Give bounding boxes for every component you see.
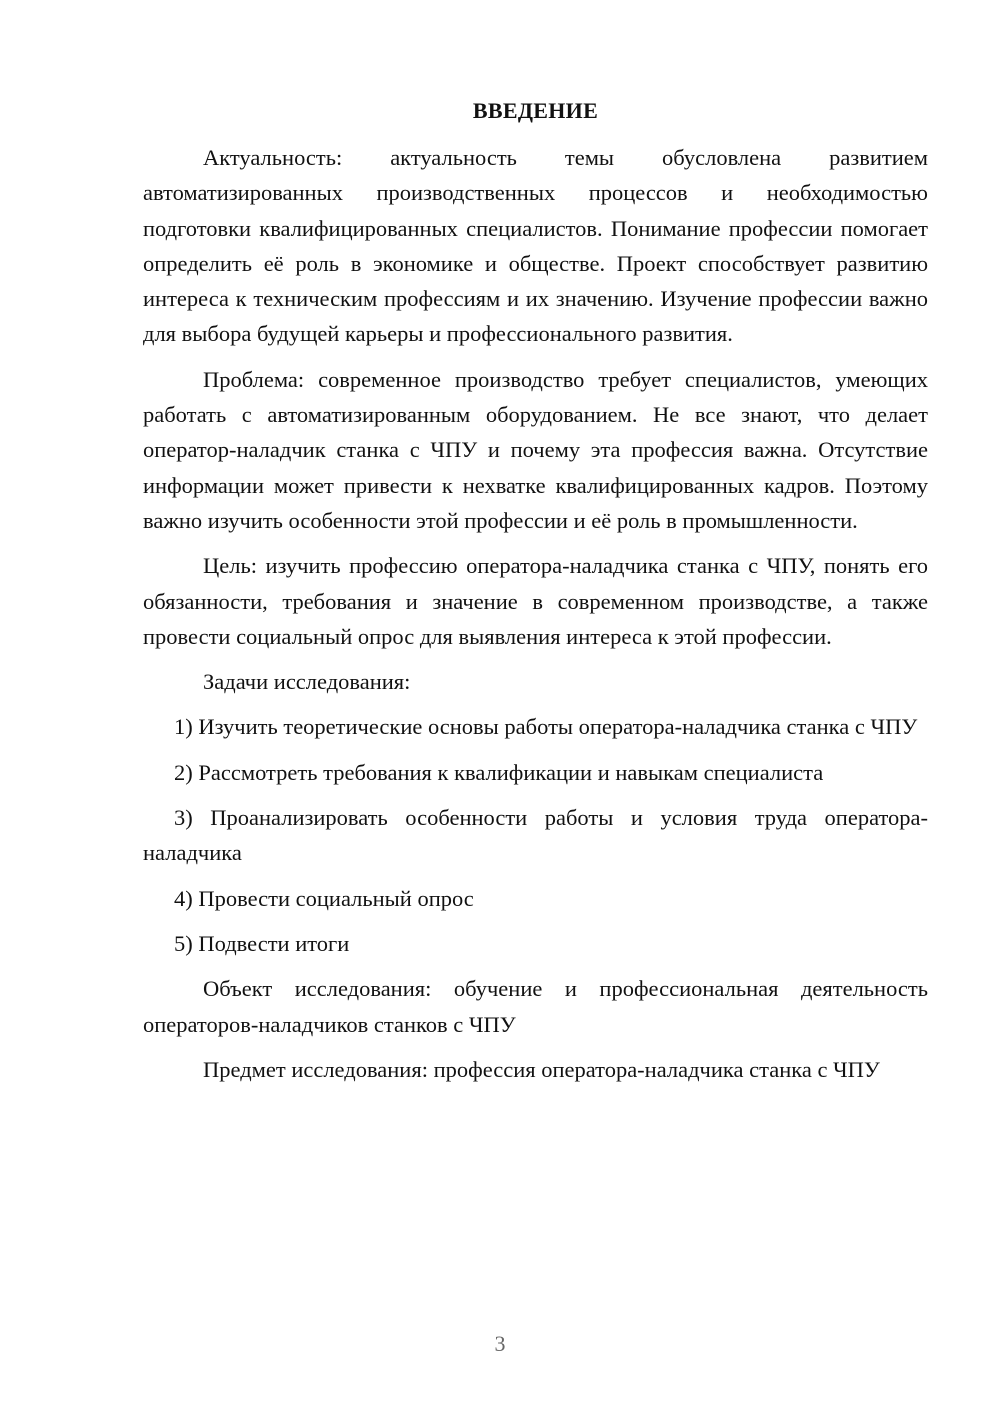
- paragraph-relevance: Актуальность: актуальность темы обусловлена развитием автоматизированных производственных процессов и необходимостью подготовки квалифицированных специалистов. Понимание профессии помогает определить её роль в экономике и обществе. Проект способствует развитию интереса к техническим профессиям и их значению. Изучение профессии важно для выбора будущей карьеры и профессионального развития.: [143, 145, 928, 347]
- tasks-heading: Задачи исследования:: [203, 669, 411, 695]
- task-item-1: 1) Изучить теоретические основы работы оператора-наладчика станка с ЧПУ: [174, 714, 918, 740]
- task-item-2: 2) Рассмотреть требования к квалификации и навыкам специалиста: [174, 759, 824, 785]
- paragraph-subject: Предмет исследования: профессия оператора-наладчика станка с ЧПУ: [203, 1056, 880, 1082]
- paragraph-problem: Проблема: современное производство требует специалистов, умеющих работать с автоматизированным оборудованием. Не все знают, что делает оператор-наладчик станка с ЧПУ и почему эта профессия важна. Отсутствие информации может привести к нехватке квалифицированных кадров. Поэтому важно изучить особенности этой профессии и её роль в промышленности.: [143, 366, 928, 533]
- page-number: 3: [494, 1331, 506, 1356]
- task-item-4: 4) Провести социальный опрос: [174, 885, 474, 911]
- paragraph-goal: Цель: изучить профессию оператора-наладчика станка с ЧПУ, понять его обязанности, требования и значение в современном производстве, а также провести социальный опрос для выявления интереса к этой профессии.: [143, 553, 928, 649]
- section-title: ВВЕДЕНИЕ: [472, 98, 599, 123]
- task-item-3: 3) Проанализировать особенности работы и условия труда оператора-наладчика: [143, 805, 928, 866]
- task-item-5: 5) Подвести итоги: [174, 930, 350, 956]
- paragraph-object: Объект исследования: обучение и профессиональная деятельность операторов-наладчиков станков с ЧПУ: [143, 976, 928, 1037]
- document-page: [143, 96, 928, 1097]
